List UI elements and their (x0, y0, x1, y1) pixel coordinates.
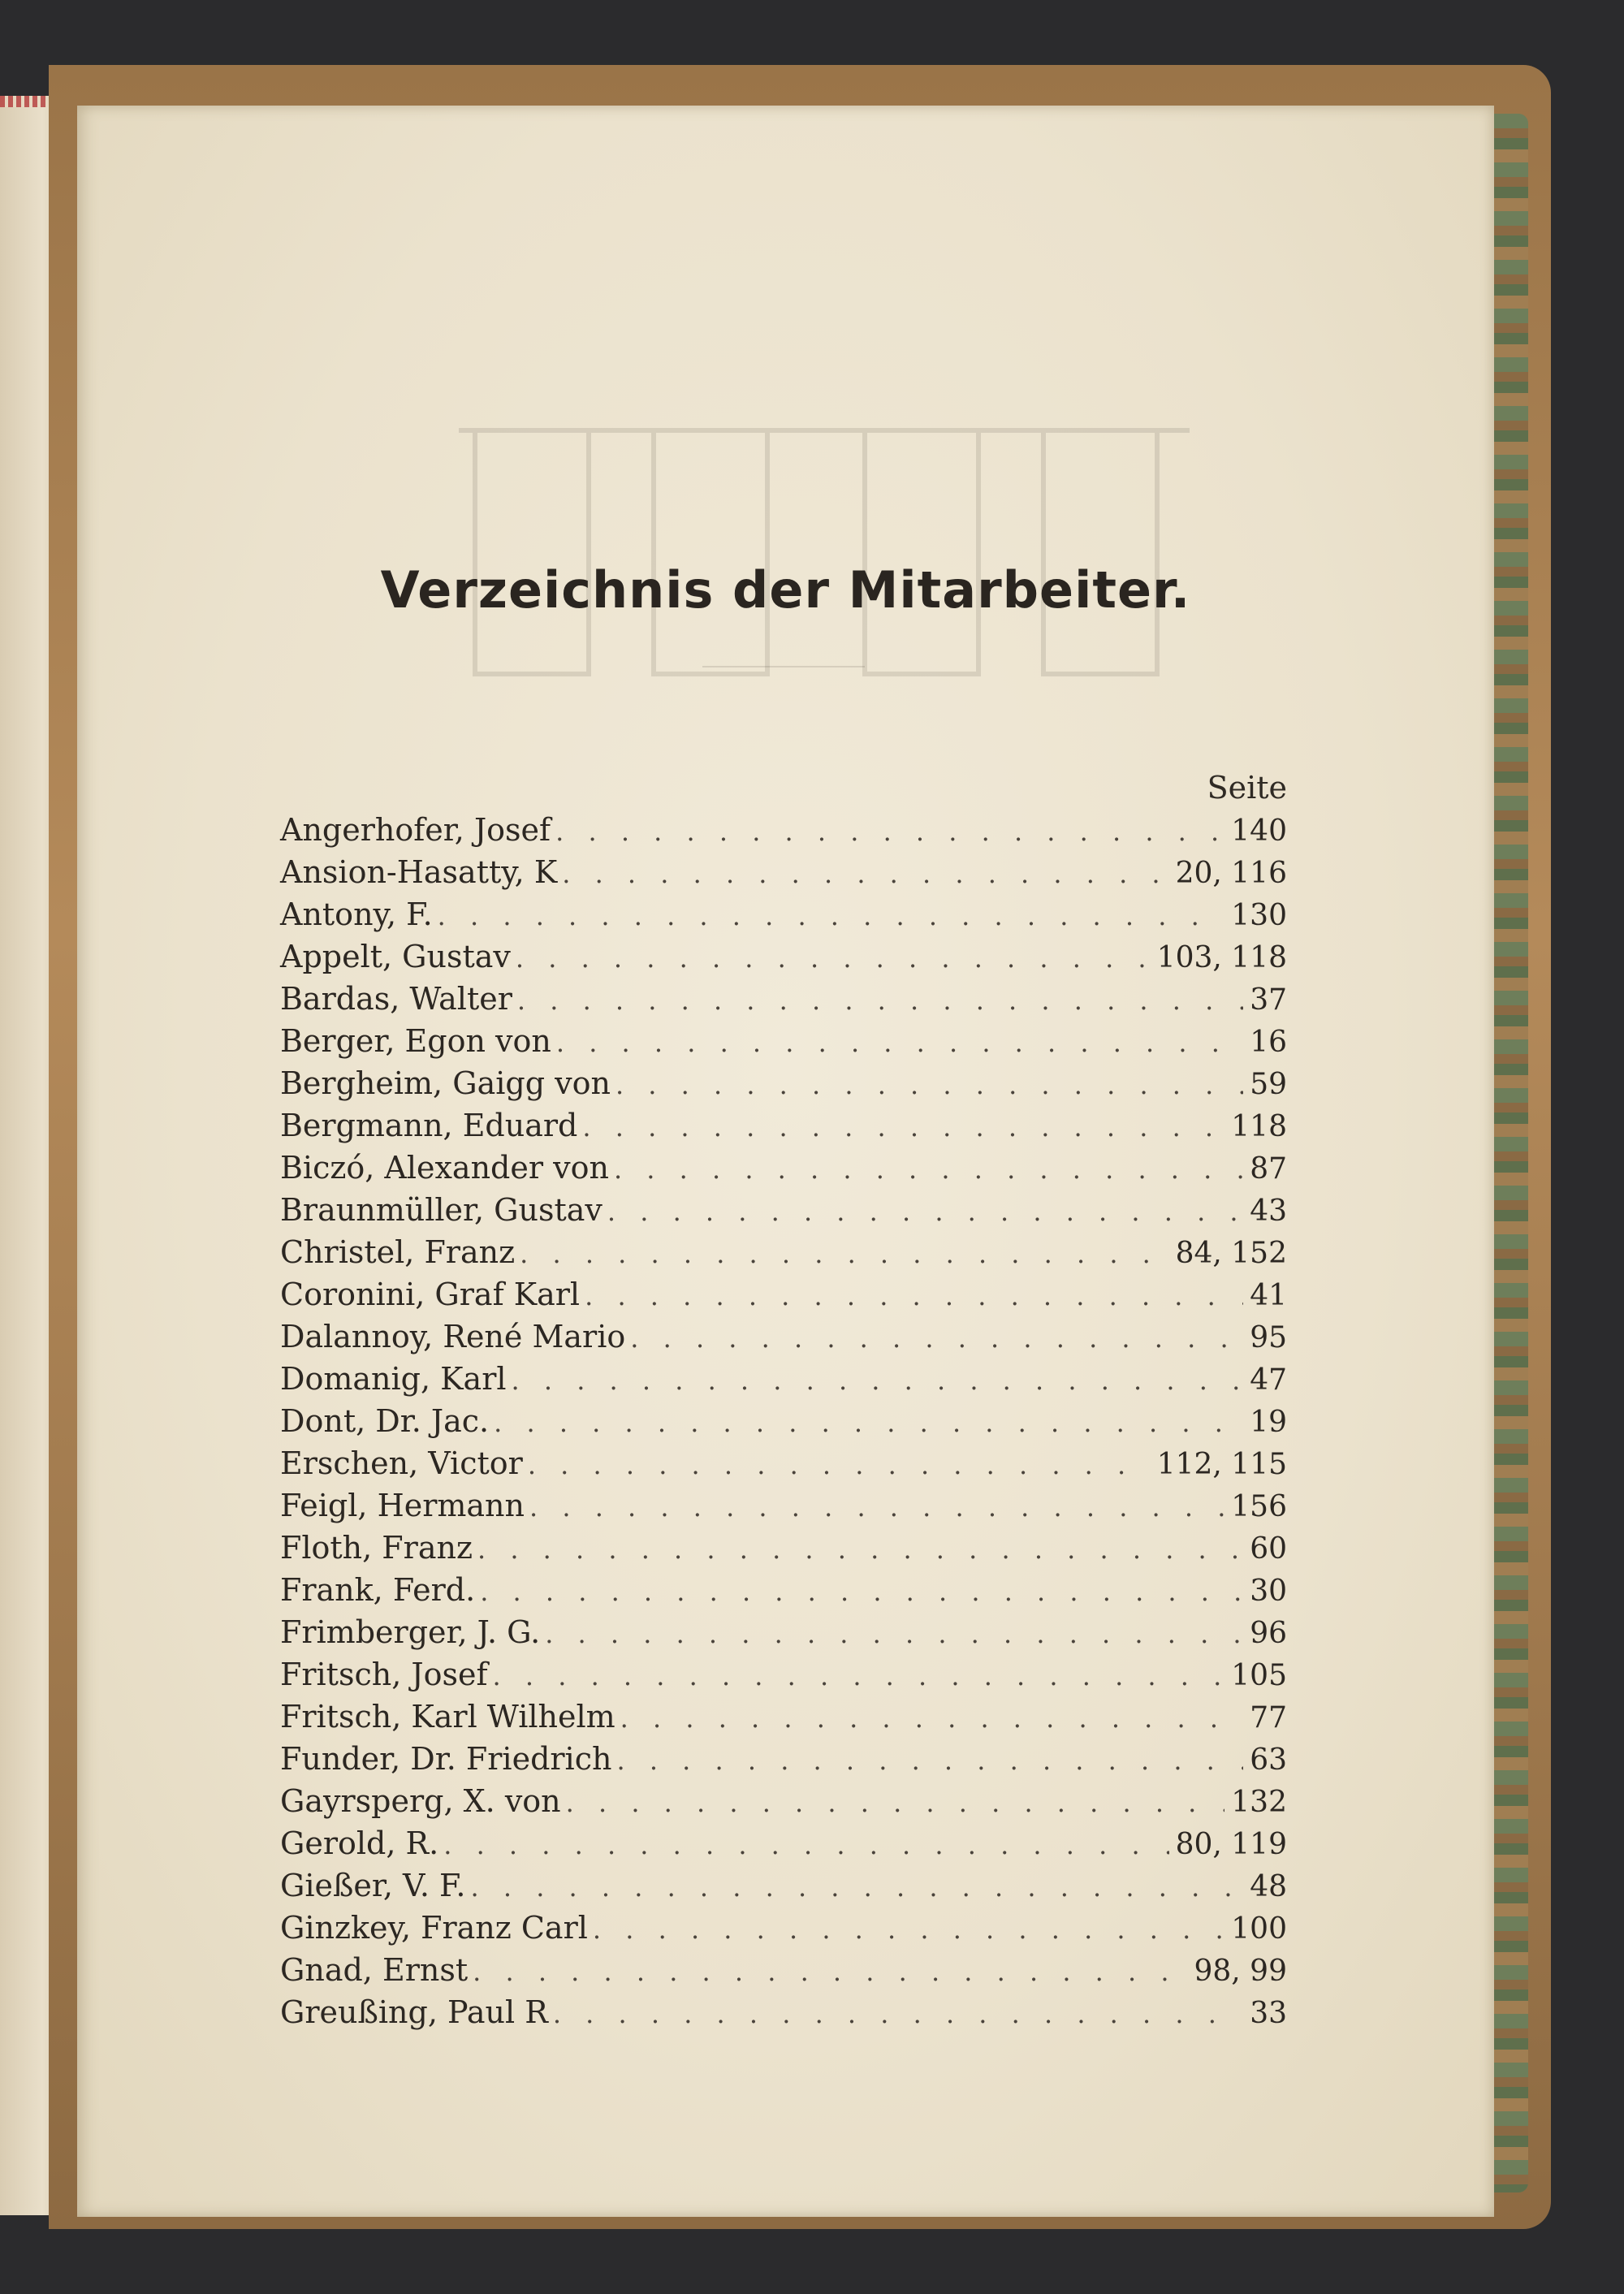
leader-dots (528, 1449, 1151, 1480)
list-item (280, 1868, 1287, 1910)
list-item (280, 896, 1287, 939)
contributor-name: Christel, Franz (280, 1234, 516, 1270)
list-item (280, 1572, 1287, 1614)
list-item (280, 812, 1287, 854)
page-numbers: 98, 99 (1194, 1955, 1287, 1988)
page-numbers: 43 (1250, 1195, 1287, 1228)
contributor-list (280, 812, 1287, 2037)
contributor-name: Erschen, Victor (280, 1445, 523, 1481)
page-numbers: 105 (1231, 1659, 1287, 1692)
leader-dots (582, 1112, 1224, 1143)
list-item (280, 1952, 1287, 1994)
page-numbers: 77 (1250, 1701, 1287, 1735)
leader-dots (562, 858, 1168, 889)
list-item (280, 1319, 1287, 1361)
leader-dots (614, 1154, 1243, 1185)
contributor-name: Antony, F. (280, 896, 433, 932)
contributor-name: Dont, Dr. Jac. (280, 1403, 490, 1439)
page-numbers: 96 (1250, 1617, 1287, 1650)
list-item (280, 1234, 1287, 1277)
page-numbers: 37 (1250, 983, 1287, 1017)
page-numbers: 112, 115 (1156, 1448, 1287, 1481)
contributor-name: Gerold, R. (280, 1825, 439, 1861)
contributor-name: Bardas, Walter (280, 981, 512, 1017)
leader-dots (593, 1914, 1224, 1945)
page-numbers: 48 (1250, 1870, 1287, 1903)
list-item (280, 1657, 1287, 1699)
page-numbers: 118 (1231, 1110, 1287, 1143)
list-item (280, 1530, 1287, 1572)
list-item (280, 1910, 1287, 1952)
contributor-name: Frimberger, J. G. (280, 1614, 541, 1650)
contributor-name: Biczó, Alexander von (280, 1150, 609, 1186)
page-numbers: 47 (1250, 1363, 1287, 1397)
page-numbers: 60 (1250, 1532, 1287, 1566)
page-numbers: 16 (1250, 1026, 1287, 1059)
page-title: Verzeichnis der Mitarbeiter. (380, 560, 1191, 620)
page-column-header: Seite (1207, 770, 1287, 806)
page-numbers: 103, 118 (1156, 941, 1287, 974)
leader-dots (517, 985, 1243, 1016)
leader-dots (516, 943, 1151, 974)
page-numbers: 63 (1250, 1743, 1287, 1777)
page-numbers: 19 (1250, 1406, 1287, 1439)
leader-dots (556, 1027, 1243, 1058)
list-item (280, 1277, 1287, 1319)
page-numbers: 20, 116 (1175, 857, 1287, 890)
list-item (280, 1825, 1287, 1868)
list-item (280, 1065, 1287, 1108)
list-item (280, 1783, 1287, 1825)
list-item (280, 854, 1287, 896)
contributor-name: Fritsch, Karl Wilhelm (280, 1699, 615, 1735)
leader-dots (585, 1281, 1243, 1311)
contributor-name: Coronini, Graf Karl (280, 1277, 581, 1312)
contributor-name: Fritsch, Josef (280, 1657, 488, 1692)
list-item (280, 1403, 1287, 1445)
leader-dots (555, 816, 1224, 847)
leader-dots (620, 1703, 1244, 1734)
contributor-name: Gießer, V. F. (280, 1868, 466, 1903)
contributor-name: Berger, Egon von (280, 1023, 551, 1059)
list-item (280, 939, 1287, 981)
contributor-name: Braunmüller, Gustav (280, 1192, 603, 1228)
page-numbers: 87 (1250, 1152, 1287, 1186)
leader-dots (493, 1661, 1225, 1691)
list-item (280, 1488, 1287, 1530)
page-numbers: 95 (1250, 1321, 1287, 1354)
list-item (280, 1614, 1287, 1657)
list-item (280, 1361, 1287, 1403)
contributor-name: Gnad, Ernst (280, 1952, 469, 1988)
page-numbers: 100 (1231, 1912, 1287, 1946)
leader-dots (607, 1196, 1243, 1227)
leader-dots (520, 1238, 1168, 1269)
list-item (280, 1150, 1287, 1192)
contributor-name: Funder, Dr. Friedrich (280, 1741, 612, 1777)
contributor-name: Dalannoy, René Mario (280, 1319, 626, 1354)
list-item (280, 1741, 1287, 1783)
leader-dots (566, 1787, 1225, 1818)
page-numbers: 59 (1250, 1068, 1287, 1101)
list-item (280, 981, 1287, 1023)
leader-dots (471, 1872, 1244, 1903)
contributor-name: Bergheim, Gaigg von (280, 1065, 611, 1101)
page-numbers: 80, 119 (1175, 1828, 1287, 1861)
title-divider (702, 666, 865, 667)
contributor-name: Ginzkey, Franz Carl (280, 1910, 588, 1946)
list-item (280, 1192, 1287, 1234)
contributor-name: Bergmann, Eduard (280, 1108, 578, 1143)
list-item (280, 1445, 1287, 1488)
book-page (77, 106, 1494, 2217)
list-item (280, 1023, 1287, 1065)
page-numbers: 33 (1250, 1997, 1287, 2030)
page-numbers: 130 (1231, 899, 1287, 932)
leader-dots (545, 1618, 1243, 1649)
contributor-name: Angerhofer, Josef (280, 812, 551, 848)
page-numbers: 140 (1231, 814, 1287, 848)
leader-dots (553, 1998, 1243, 2029)
page-numbers: 41 (1250, 1279, 1287, 1312)
leader-dots (615, 1069, 1243, 1100)
list-item (280, 1994, 1287, 2037)
leader-dots (477, 1534, 1243, 1565)
page-numbers: 132 (1231, 1786, 1287, 1819)
leader-dots (616, 1745, 1243, 1776)
page-numbers: 30 (1250, 1575, 1287, 1608)
contributor-name: Frank, Ferd. (280, 1572, 476, 1608)
leader-dots (630, 1323, 1243, 1354)
list-item (280, 1699, 1287, 1741)
contributor-name: Domanig, Karl (280, 1361, 507, 1397)
list-item (280, 1108, 1287, 1150)
leader-dots (512, 1365, 1244, 1396)
contributor-name: Greußing, Paul R (280, 1994, 548, 2030)
contributor-name: Gayrsperg, X. von (280, 1783, 561, 1819)
leader-dots (480, 1576, 1243, 1607)
contributor-name: Appelt, Gustav (280, 939, 511, 974)
leader-dots (443, 1830, 1168, 1860)
leader-dots (529, 1492, 1224, 1523)
contributor-name: Ansion-Hasatty, K (280, 854, 558, 890)
leader-dots (473, 1956, 1187, 1987)
page-numbers: 84, 152 (1175, 1237, 1287, 1270)
contributor-name: Floth, Franz (280, 1530, 473, 1566)
leader-dots (438, 901, 1225, 931)
page-numbers: 156 (1231, 1490, 1287, 1523)
leader-dots (494, 1407, 1243, 1438)
contributor-name: Feigl, Hermann (280, 1488, 525, 1523)
